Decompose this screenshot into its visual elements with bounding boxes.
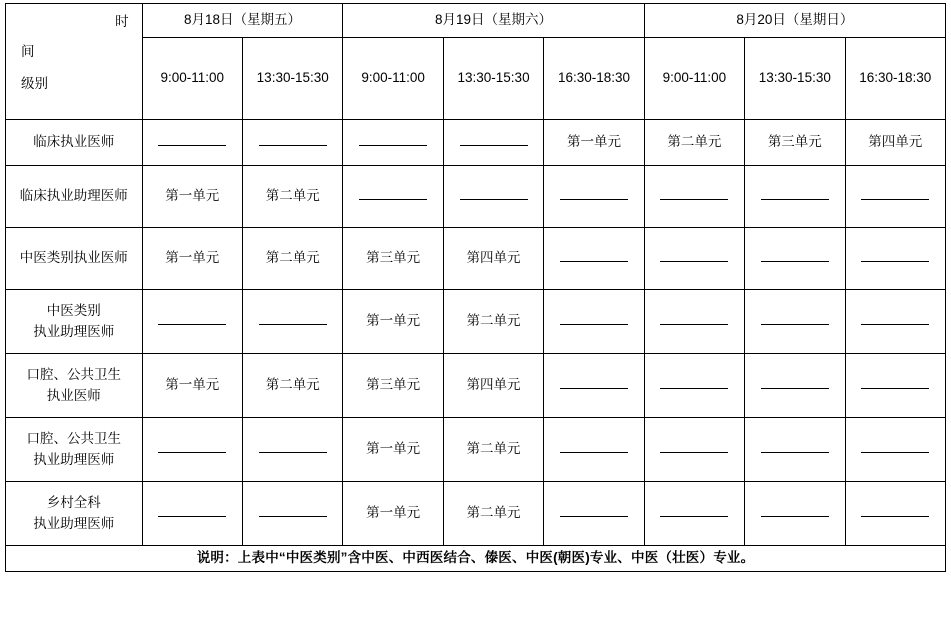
cell-r3-c0	[142, 290, 242, 354]
empty-dash	[560, 445, 628, 453]
time-header-2: 13:30-15:30	[243, 38, 343, 120]
corner-label-time-1: 时	[115, 14, 129, 29]
row-label-tcm-assistant	[6, 290, 143, 354]
cell-r0-c3	[443, 120, 543, 166]
cell-r1-c3	[443, 166, 543, 228]
row-label-line-1: 口腔、公共卫生	[26, 430, 122, 446]
row-label-line-1: 中医类别	[46, 302, 101, 318]
cell-r2-c5	[644, 228, 744, 290]
cell-r5-c6	[745, 418, 845, 482]
row-label-line-2: 执业助理医师	[33, 451, 115, 467]
cell-r6-c6	[745, 482, 845, 546]
cell-r5-c3: 第二单元	[443, 418, 543, 482]
cell-r0-c4: 第一单元	[544, 120, 644, 166]
cell-r4-c0: 第一单元	[142, 354, 242, 418]
empty-dash	[259, 138, 327, 146]
empty-dash	[861, 192, 929, 200]
cell-r1-c1: 第二单元	[243, 166, 343, 228]
empty-dash	[761, 192, 829, 200]
row-label-line-2: 执业助理医师	[33, 515, 115, 531]
empty-dash	[560, 509, 628, 517]
cell-r2-c7	[845, 228, 945, 290]
cell-r2-c4	[544, 228, 644, 290]
time-header-8: 16:30-18:30	[845, 38, 945, 120]
cell-r3-c5	[644, 290, 744, 354]
cell-r6-c0	[142, 482, 242, 546]
empty-dash	[761, 317, 829, 325]
empty-dash	[359, 138, 427, 146]
empty-dash	[761, 254, 829, 262]
row-label-line-2: 执业医师	[46, 387, 101, 403]
time-header-7: 13:30-15:30	[745, 38, 845, 120]
row-label-stomatology-publichealth-physician	[6, 354, 143, 418]
table-row	[6, 290, 946, 354]
cell-r0-c2	[343, 120, 443, 166]
date-header-aug19: 8月19日（星期六）	[343, 4, 644, 38]
empty-dash	[861, 381, 929, 389]
cell-r5-c7	[845, 418, 945, 482]
cell-r5-c0	[142, 418, 242, 482]
exam-schedule-table	[5, 3, 946, 572]
table-row	[6, 482, 946, 546]
time-header-4: 13:30-15:30	[443, 38, 543, 120]
empty-dash	[660, 317, 728, 325]
empty-dash	[761, 381, 829, 389]
cell-r5-c5	[644, 418, 744, 482]
row-label-line-1: 乡村全科	[46, 494, 101, 510]
empty-dash	[660, 381, 728, 389]
table-header-times	[6, 38, 946, 120]
cell-r0-c0	[142, 120, 242, 166]
table-note: 说明：上表中“中医类别”含中医、中西医结合、傣医、中医(朝医)专业、中医（壮医）专业。	[6, 546, 946, 572]
empty-dash	[158, 445, 226, 453]
empty-dash	[560, 254, 628, 262]
table-row	[6, 418, 946, 482]
empty-dash	[259, 509, 327, 517]
corner-label-time-2: 间	[21, 44, 35, 59]
cell-r5-c4	[544, 418, 644, 482]
cell-r5-c1	[243, 418, 343, 482]
cell-r0-c1	[243, 120, 343, 166]
cell-r1-c5	[644, 166, 744, 228]
cell-r6-c4	[544, 482, 644, 546]
cell-r6-c7	[845, 482, 945, 546]
table-row	[6, 228, 946, 290]
cell-r1-c4	[544, 166, 644, 228]
cell-r3-c1	[243, 290, 343, 354]
row-label-stomatology-publichealth-assistant	[6, 418, 143, 482]
row-label-line-1: 口腔、公共卫生	[26, 366, 122, 382]
empty-dash	[660, 445, 728, 453]
empty-dash	[560, 192, 628, 200]
cell-r4-c6	[745, 354, 845, 418]
cell-r6-c3: 第二单元	[443, 482, 543, 546]
table-row	[6, 166, 946, 228]
time-header-6: 9:00-11:00	[644, 38, 744, 120]
cell-r3-c4	[544, 290, 644, 354]
cell-r2-c3: 第四单元	[443, 228, 543, 290]
cell-r3-c6	[745, 290, 845, 354]
cell-r6-c5	[644, 482, 744, 546]
time-header-3: 9:00-11:00	[343, 38, 443, 120]
row-label-rural-general-assistant	[6, 482, 143, 546]
cell-r2-c0: 第一单元	[142, 228, 242, 290]
empty-dash	[560, 317, 628, 325]
row-label-tcm-physician: 中医类别执业医师	[6, 228, 143, 290]
date-header-aug20: 8月20日（星期日）	[644, 4, 945, 38]
empty-dash	[660, 192, 728, 200]
cell-r2-c2: 第三单元	[343, 228, 443, 290]
cell-r2-c6	[745, 228, 845, 290]
cell-r1-c2	[343, 166, 443, 228]
cell-r3-c7	[845, 290, 945, 354]
cell-r3-c2: 第一单元	[343, 290, 443, 354]
cell-r0-c5: 第二单元	[644, 120, 744, 166]
cell-r6-c2: 第一单元	[343, 482, 443, 546]
empty-dash	[861, 254, 929, 262]
cell-r2-c1: 第二单元	[243, 228, 343, 290]
empty-dash	[158, 509, 226, 517]
empty-dash	[359, 192, 427, 200]
cell-r1-c0: 第一单元	[142, 166, 242, 228]
date-header-aug18: 8月18日（星期五）	[142, 4, 343, 38]
cell-r4-c2: 第三单元	[343, 354, 443, 418]
row-label-clinical-physician: 临床执业医师	[6, 120, 143, 166]
cell-r1-c6	[745, 166, 845, 228]
empty-dash	[861, 317, 929, 325]
table-row	[6, 120, 946, 166]
header-corner-cell	[6, 4, 143, 120]
row-label-clinical-assistant: 临床执业助理医师	[6, 166, 143, 228]
empty-dash	[259, 445, 327, 453]
row-label-line-2: 执业助理医师	[33, 323, 115, 339]
corner-label-level: 级别	[21, 76, 48, 91]
empty-dash	[761, 509, 829, 517]
table-header-dates	[6, 4, 946, 38]
cell-r4-c7	[845, 354, 945, 418]
cell-r3-c3: 第二单元	[443, 290, 543, 354]
cell-r4-c1: 第二单元	[243, 354, 343, 418]
cell-r0-c7: 第四单元	[845, 120, 945, 166]
cell-r4-c5	[644, 354, 744, 418]
cell-r4-c4	[544, 354, 644, 418]
cell-r0-c6: 第三单元	[745, 120, 845, 166]
table-row	[6, 354, 946, 418]
empty-dash	[560, 381, 628, 389]
time-header-5: 16:30-18:30	[544, 38, 644, 120]
empty-dash	[158, 317, 226, 325]
empty-dash	[660, 254, 728, 262]
empty-dash	[259, 317, 327, 325]
empty-dash	[460, 192, 528, 200]
empty-dash	[761, 445, 829, 453]
cell-r5-c2: 第一单元	[343, 418, 443, 482]
cell-r6-c1	[243, 482, 343, 546]
table-note-row	[6, 546, 946, 572]
empty-dash	[158, 138, 226, 146]
time-header-1: 9:00-11:00	[142, 38, 242, 120]
cell-r1-c7	[845, 166, 945, 228]
empty-dash	[861, 509, 929, 517]
empty-dash	[861, 445, 929, 453]
cell-r4-c3: 第四单元	[443, 354, 543, 418]
empty-dash	[460, 138, 528, 146]
empty-dash	[660, 509, 728, 517]
